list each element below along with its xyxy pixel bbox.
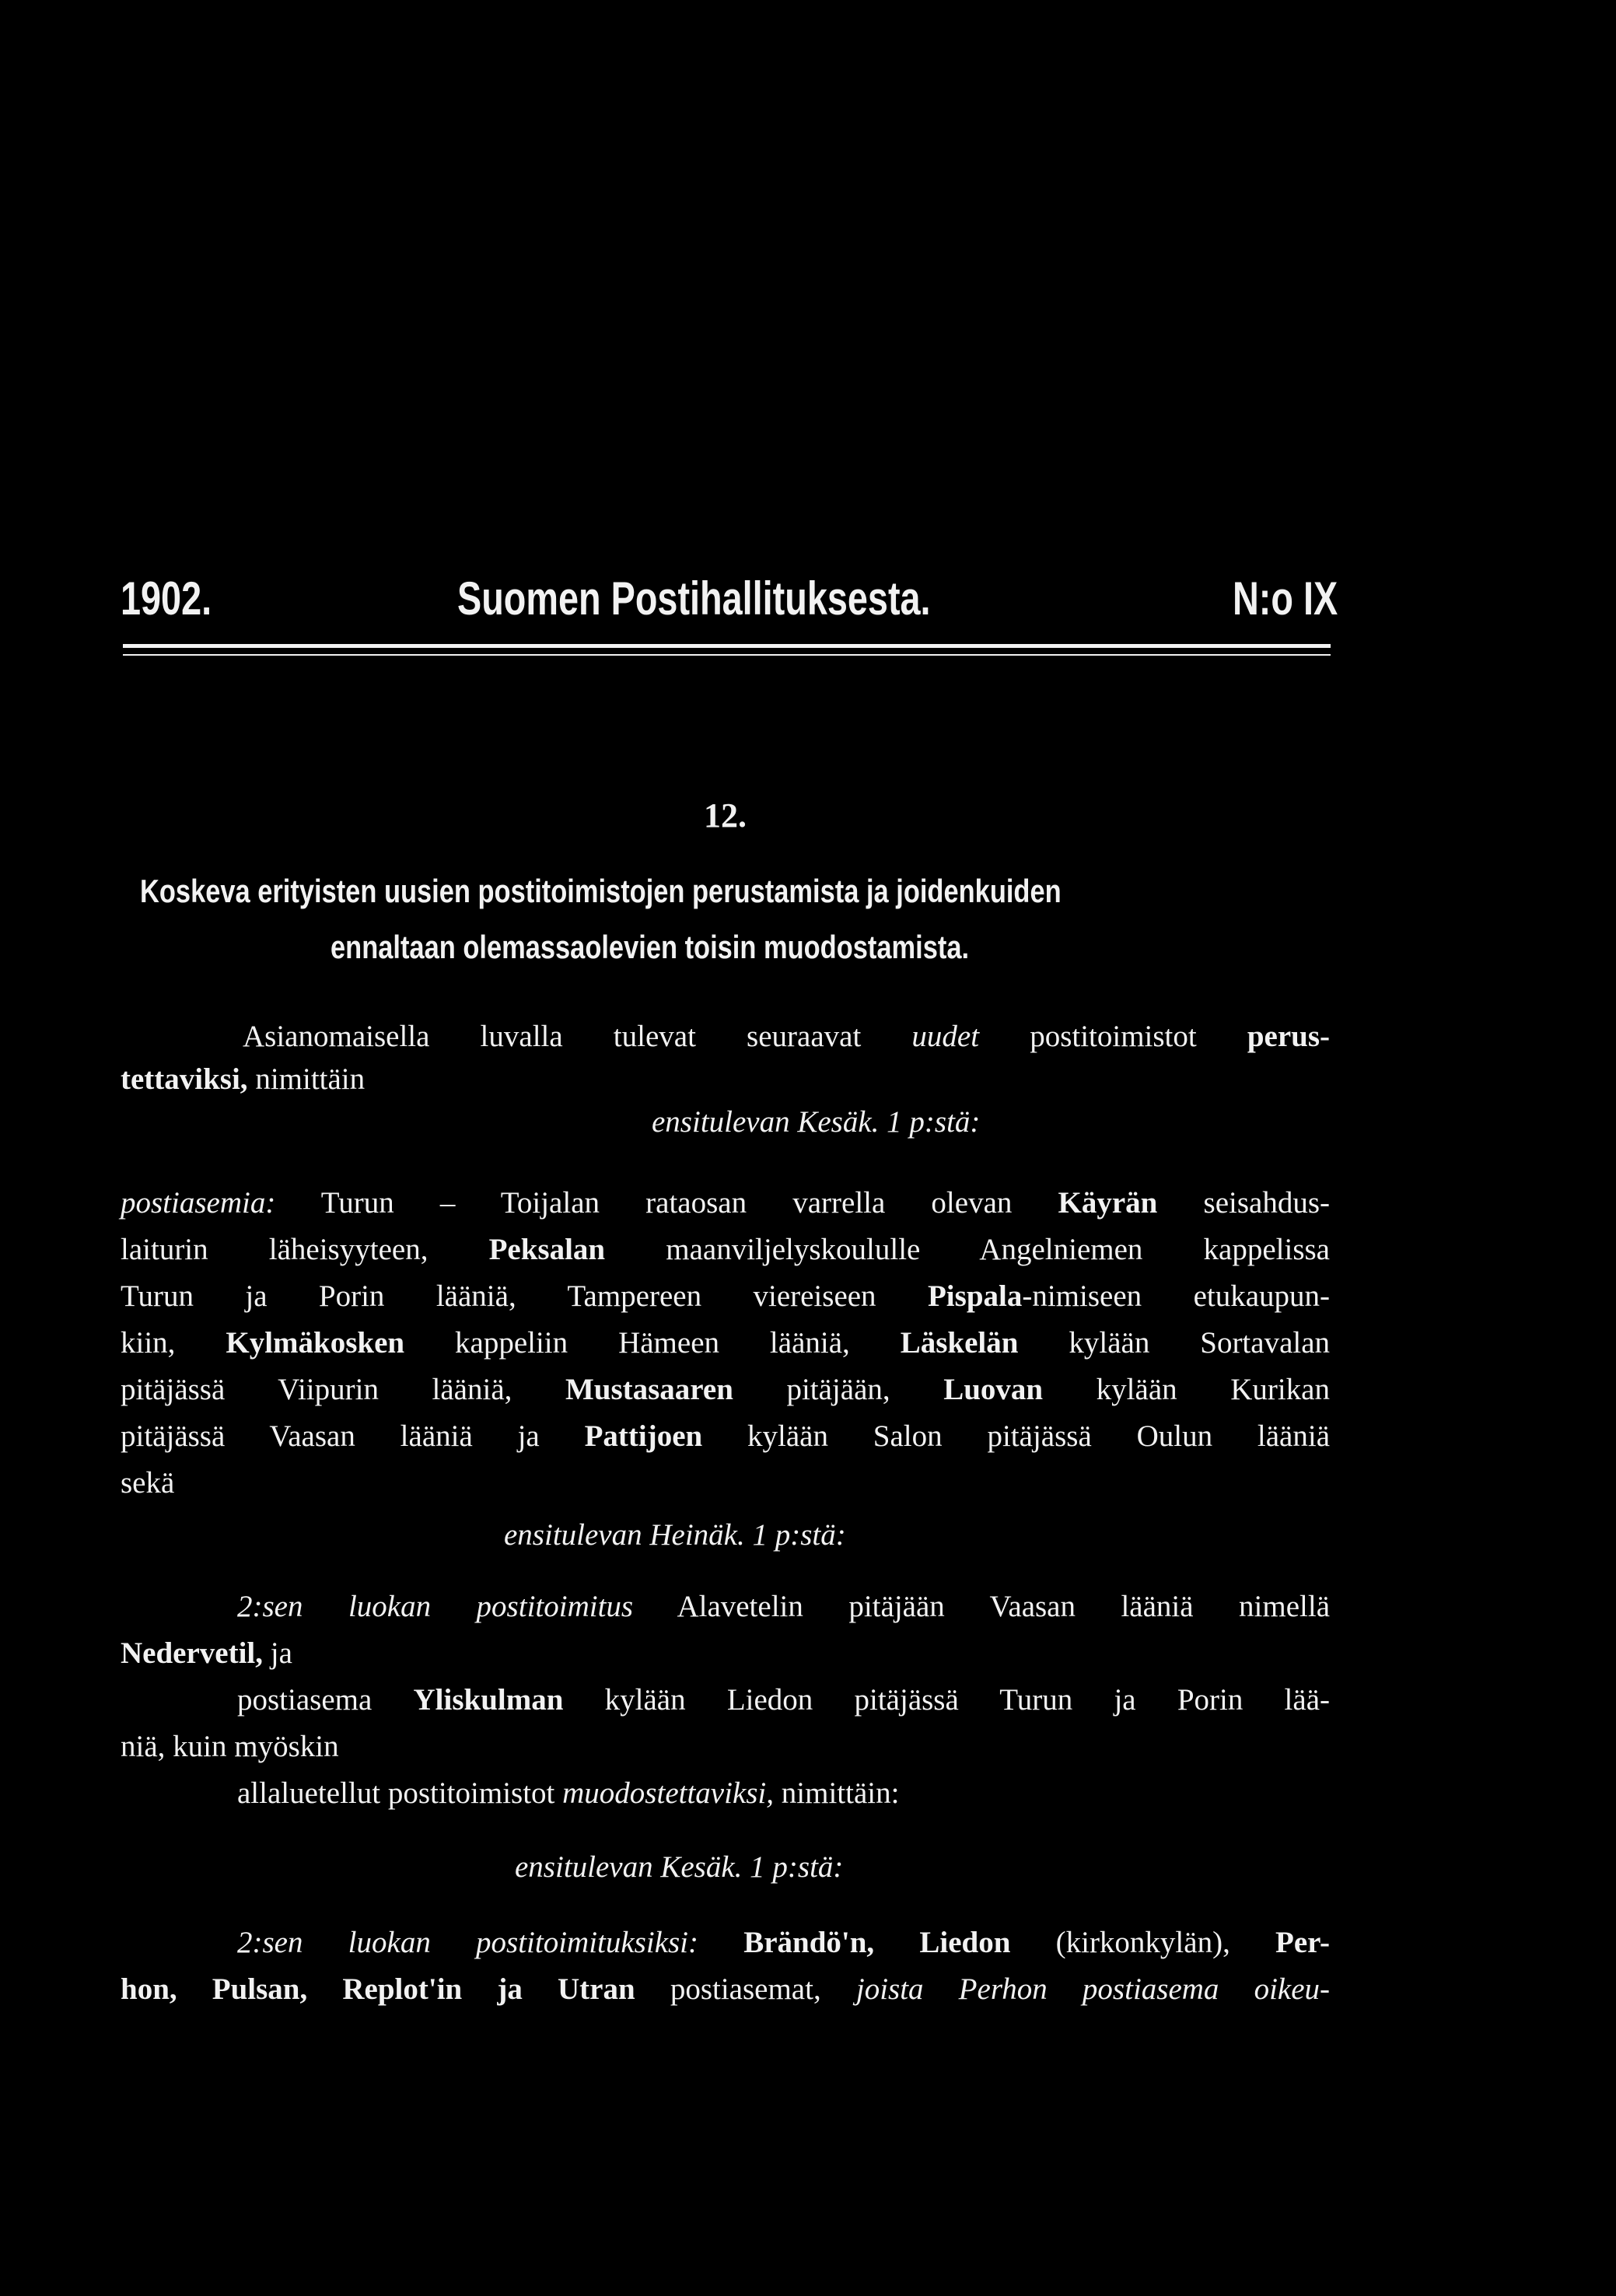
paragraph-4-line2: hon, Pulsan, Replot'in ja Utran postiasemat, joista Perhon postiasema oikeu- [121, 1972, 1331, 2006]
paragraph-3-line1: 2:sen luokan postitoimitus Alavetelin pitäjään Vaasan lääniä nimellä [237, 1590, 1331, 1623]
header-rule-thin [123, 654, 1331, 656]
section-title-line1: Koskeva erityisten uusien postitoimistojen perustamista ja joidenkuiden [140, 873, 1062, 909]
section-title-line2: ennaltaan olemassaolevien toisin muodostamista. [331, 929, 970, 965]
header-year: 1902. [121, 572, 212, 625]
header-rule-thick [123, 644, 1331, 648]
section-number: 12. [704, 796, 747, 835]
paragraph-2-line1: postiasemia: Turun – Toijalan rataosan varrella olevan Käyrän seisahdus- [121, 1186, 1330, 1220]
paragraph-2-line3: Turun ja Porin lääniä, Tampereen viereiseen Pispala-nimiseen etukaupun- [121, 1279, 1331, 1313]
header-number: N:o IX [1233, 572, 1338, 625]
paragraph-3-line2: Nedervetil, ja [121, 1636, 292, 1670]
date-heading-3: ensitulevan Kesäk. 1 p:stä: [515, 1850, 844, 1884]
paragraph-1-line1: Asianomaisella luvalla tulevat seuraavat uudet postitoimistot perus- [243, 1020, 1331, 1053]
paragraph-2-line7: sekä [121, 1466, 175, 1500]
paragraph-2-line5: pitäjässä Viipurin lääniä, Mustasaaren pitäjään, Luovan kylään Kurikan [121, 1373, 1330, 1406]
header-title: Suomen Postihallituksesta. [457, 572, 931, 625]
paragraph-3-line4: niä, kuin myöskin [121, 1730, 339, 1763]
paragraph-3-line5: allaluetellut postitoimistot muodostettaviksi, nimittäin: [237, 1776, 900, 1810]
paragraph-3-line3: postiasema Yliskulman kylään Liedon pitäjässä Turun ja Porin lää- [237, 1683, 1330, 1717]
date-heading-2: ensitulevan Heinäk. 1 p:stä: [504, 1518, 846, 1552]
date-heading-1: ensitulevan Kesäk. 1 p:stä: [652, 1105, 981, 1139]
paragraph-2-line4: kiin, Kylmäkosken kappeliin Hämeen lääniä, Läskelän kylään Sortavalan [121, 1326, 1331, 1360]
paragraph-4-line1: 2:sen luokan postitoimituksiksi: Brändö'n, Liedon (kirkonkylän), Per- [237, 1926, 1331, 1959]
paragraph-1-line2: tettaviksi, nimittäin [121, 1062, 366, 1096]
paragraph-2-line2: laiturin läheisyyteen, Peksalan maanviljelyskoululle Angelniemen kappelissa [121, 1233, 1330, 1266]
paragraph-2-line6: pitäjässä Vaasan lääniä ja Pattijoen kylään Salon pitäjässä Oulun lääniä [121, 1419, 1330, 1453]
